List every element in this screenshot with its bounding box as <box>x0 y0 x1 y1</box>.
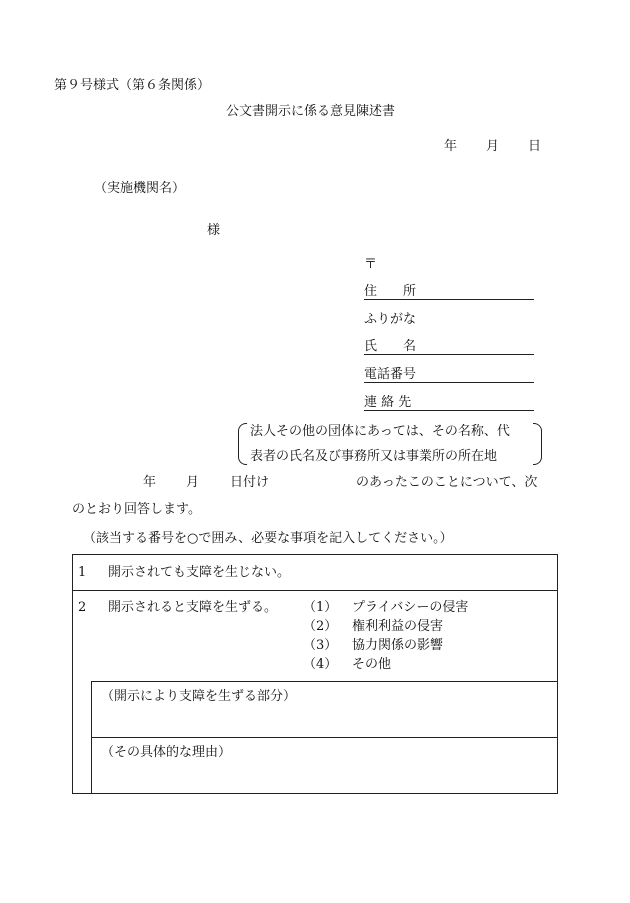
form-number: 第９号様式（第６条関係） <box>54 78 211 93</box>
phone-label: 電話番号 <box>364 367 417 382</box>
left-bracket <box>238 423 247 465</box>
sub-item-number: （1） <box>303 600 338 615</box>
sub-item-text: その他 <box>352 657 392 672</box>
furigana-label: ふりがな <box>364 312 417 327</box>
sub-item-text: 協力関係の影響 <box>352 638 444 653</box>
body-year: 年 <box>143 475 157 490</box>
sub-item-number: （4） <box>303 657 338 672</box>
corporate-note-line2: 表者の氏名及び事務所又は事業所の所在地 <box>250 449 498 464</box>
affected-part-label: （開示により支障を生ずる部分） <box>101 689 297 704</box>
body-line1-rest: のあったこのことについて、次 <box>356 475 538 490</box>
phone-line <box>364 382 534 383</box>
date-month: 月 <box>486 139 500 154</box>
sub-item-text: プライバシーの侵害 <box>352 600 469 615</box>
agency-name-label: （実施機関名） <box>94 181 186 196</box>
row-divider <box>72 590 558 591</box>
body-line2: のとおり回答します。 <box>72 502 201 517</box>
sub-item-number: （3） <box>303 638 338 653</box>
body-dated: 日付け <box>230 475 270 490</box>
instruction: （該当する番号を○で囲み、必要な事項を記入してください。） <box>83 531 453 546</box>
option1-text: 開示されても支障を生じない。 <box>108 565 291 580</box>
inner-box-top-edge <box>91 681 558 682</box>
contact-label: 連 絡 先 <box>364 395 412 410</box>
right-bracket <box>533 423 542 465</box>
date-day: 日 <box>528 139 542 154</box>
inner-box-divider <box>91 737 558 738</box>
address-line <box>364 299 534 300</box>
address-label: 住 所 <box>364 284 417 299</box>
sub-item-text: 権利利益の侵害 <box>352 619 444 634</box>
name-line <box>364 354 534 355</box>
body-month: 月 <box>186 475 200 490</box>
reason-label: （その具体的な理由） <box>101 745 232 760</box>
date-year: 年 <box>444 139 458 154</box>
option2-text: 開示されると支障を生ずる。 <box>108 600 278 615</box>
option1-number: 1 <box>78 565 87 580</box>
contact-line <box>364 410 534 411</box>
honorific: 様 <box>207 223 221 238</box>
document-title: 公文書開示に係る意見陳述書 <box>226 104 396 119</box>
sub-item-number: （2） <box>303 619 338 634</box>
name-label: 氏 名 <box>364 339 417 354</box>
corporate-note-line1: 法人その他の団体にあっては、その名称、代 <box>250 424 510 439</box>
postal-mark: 〒 <box>364 257 378 272</box>
option2-number: 2 <box>78 600 87 615</box>
